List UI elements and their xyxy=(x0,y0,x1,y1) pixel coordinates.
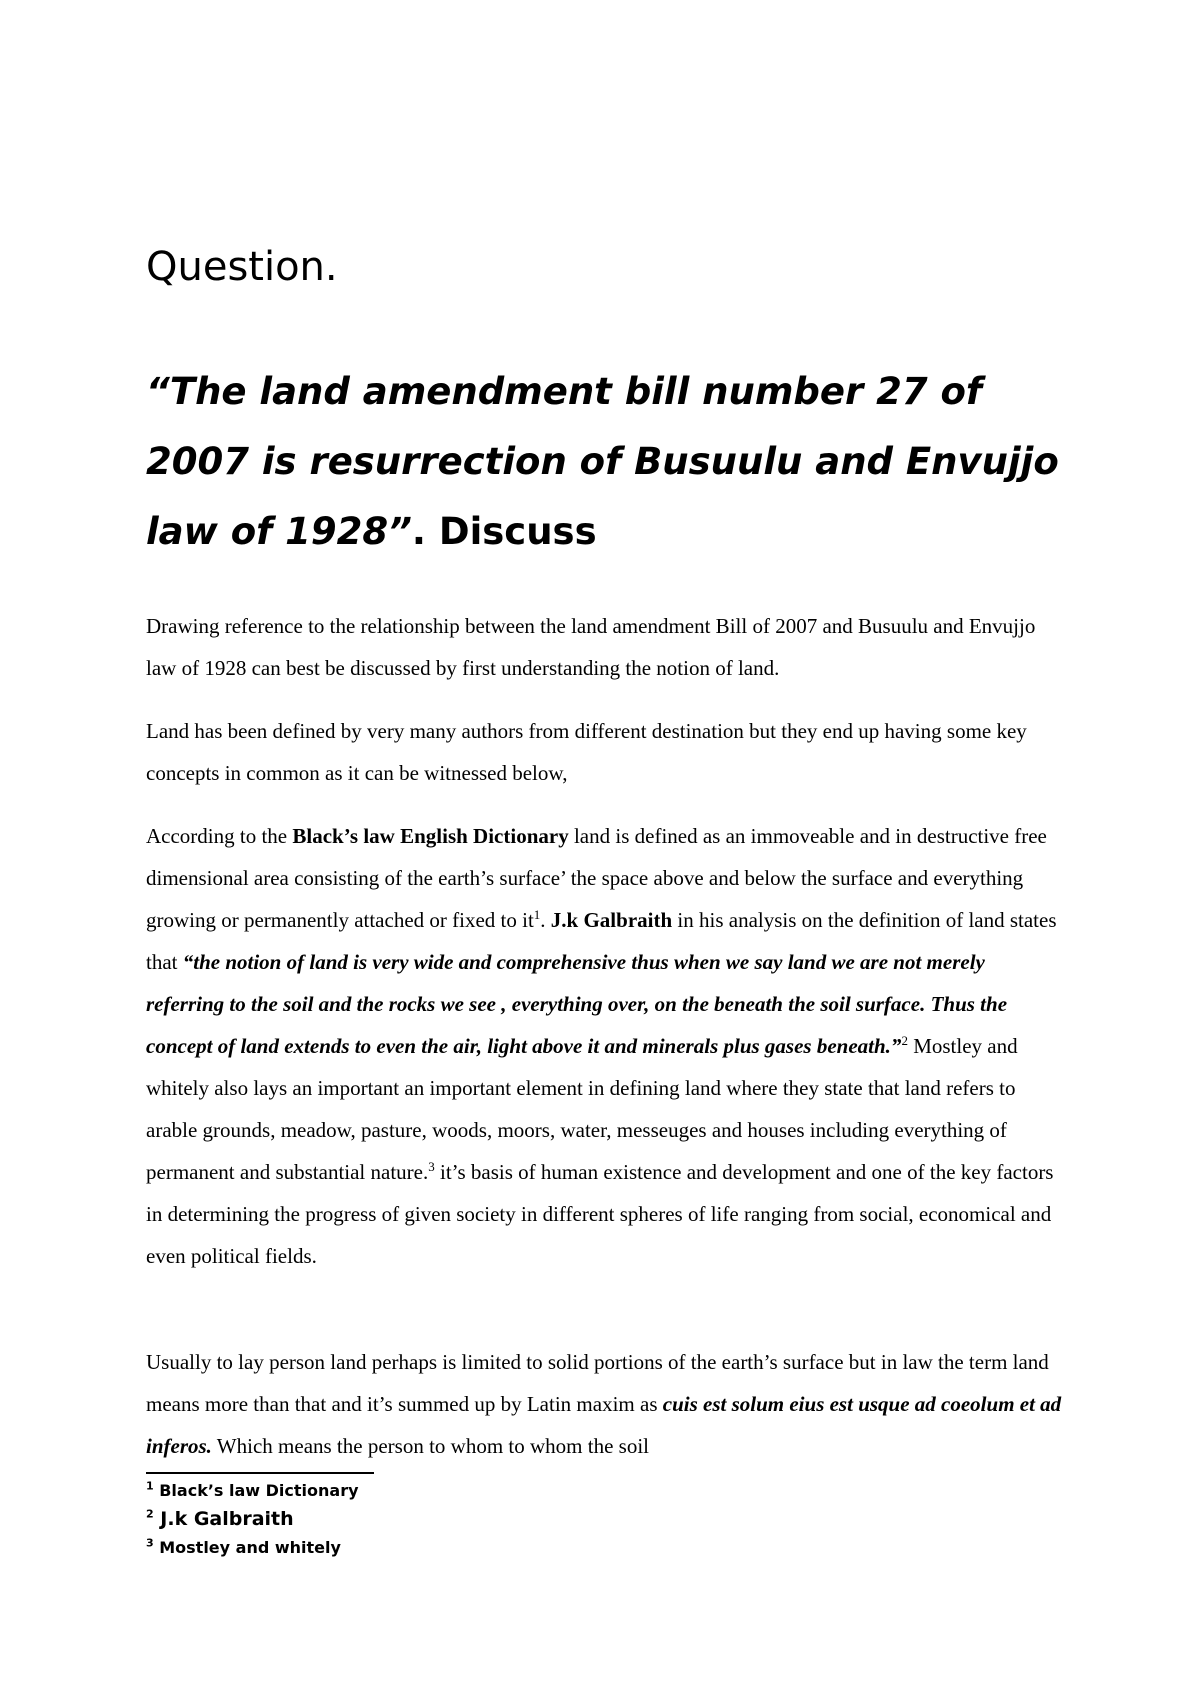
paragraph-latin-maxim xyxy=(146,1341,1066,1467)
p3-text-3: . xyxy=(540,908,551,932)
footnote-1-number: 1 xyxy=(146,1479,154,1493)
paragraph-blacks-law xyxy=(146,815,1066,1277)
footnote-1-text: Black’s law Dictionary xyxy=(159,1481,359,1500)
footnote-2 xyxy=(146,1505,359,1533)
title-quote: “The land amendment bill number 27 of 2007 is resurrection of Busuulu and Envujjo law of 1928” xyxy=(146,370,1059,553)
p3-text-2: land is defined as an immoveable and in destructive free dimensional area consisting of the earth’s surface’ the space above and below the surface and everything growing or permanently attached or fixed to it xyxy=(146,824,1047,932)
p3-text-6: it’s basis of human existence and development and one of the key factors in determining the progress of given society in different spheres of life ranging from social, economical and even political fields. xyxy=(146,1160,1054,1268)
p3-text-1: According to the xyxy=(146,824,293,848)
footnote-ref-2[interactable]: 2 xyxy=(901,1033,908,1048)
p4-text-2: Which means the person to whom to whom the soil xyxy=(211,1434,649,1458)
galbraith-quote: “the notion of land is very wide and comprehensive thus when we say land we are not merely referring to the soil and the rocks we see , everything over, on the beneath the soil surface. Thus the concept of land extends to even the air, light above it and minerals plus gases beneath.” xyxy=(146,950,1008,1058)
p4-text-1: Usually to lay person land perhaps is limited to solid portions of the earth’s surface but in law the term land means more than that and it’s summed up by Latin maxim as xyxy=(146,1350,1049,1416)
footnote-3 xyxy=(146,1533,359,1563)
footnote-ref-3[interactable]: 3 xyxy=(428,1159,435,1174)
blacks-law-dictionary-ref: Black’s law English Dictionary xyxy=(292,824,569,848)
footnote-separator xyxy=(146,1472,374,1474)
title-tail: . Discuss xyxy=(411,510,597,553)
p3-text-4: in his analysis on the definition of land states that xyxy=(146,908,1057,974)
latin-maxim: cuis est solum eius est usque ad coeolum et ad inferos. xyxy=(146,1392,1062,1458)
footnote-3-text: Mostley and whitely xyxy=(159,1538,341,1557)
galbraith-ref: J.k Galbraith xyxy=(550,908,673,932)
paragraph-intro: Drawing reference to the relationship between the land amendment Bill of 2007 and Busuulu and Envujjo law of 1928 can best be discussed by first understanding the notion of land. xyxy=(146,614,1036,680)
question-title xyxy=(146,357,1076,567)
paragraph-definitions: Land has been defined by very many authors from different destination but they end up having some key concepts in common as it can be witnessed below, xyxy=(146,719,1027,785)
footnote-2-number: 2 xyxy=(146,1507,154,1521)
footnote-3-number: 3 xyxy=(146,1536,154,1550)
footnote-2-text: J.k Galbraith xyxy=(160,1508,294,1530)
footnote-1 xyxy=(146,1477,359,1505)
footnote-ref-1[interactable]: 1 xyxy=(533,907,541,922)
footnotes xyxy=(146,1477,359,1563)
p3-text-5: Mostley and whitely also lays an important an important element in defining land where they state that land refers to arable grounds, meadow, pasture, woods, moors, water, messeuges and houses including everything of permanent and substantial nature. xyxy=(146,1034,1018,1184)
question-heading: Question. xyxy=(146,244,338,290)
